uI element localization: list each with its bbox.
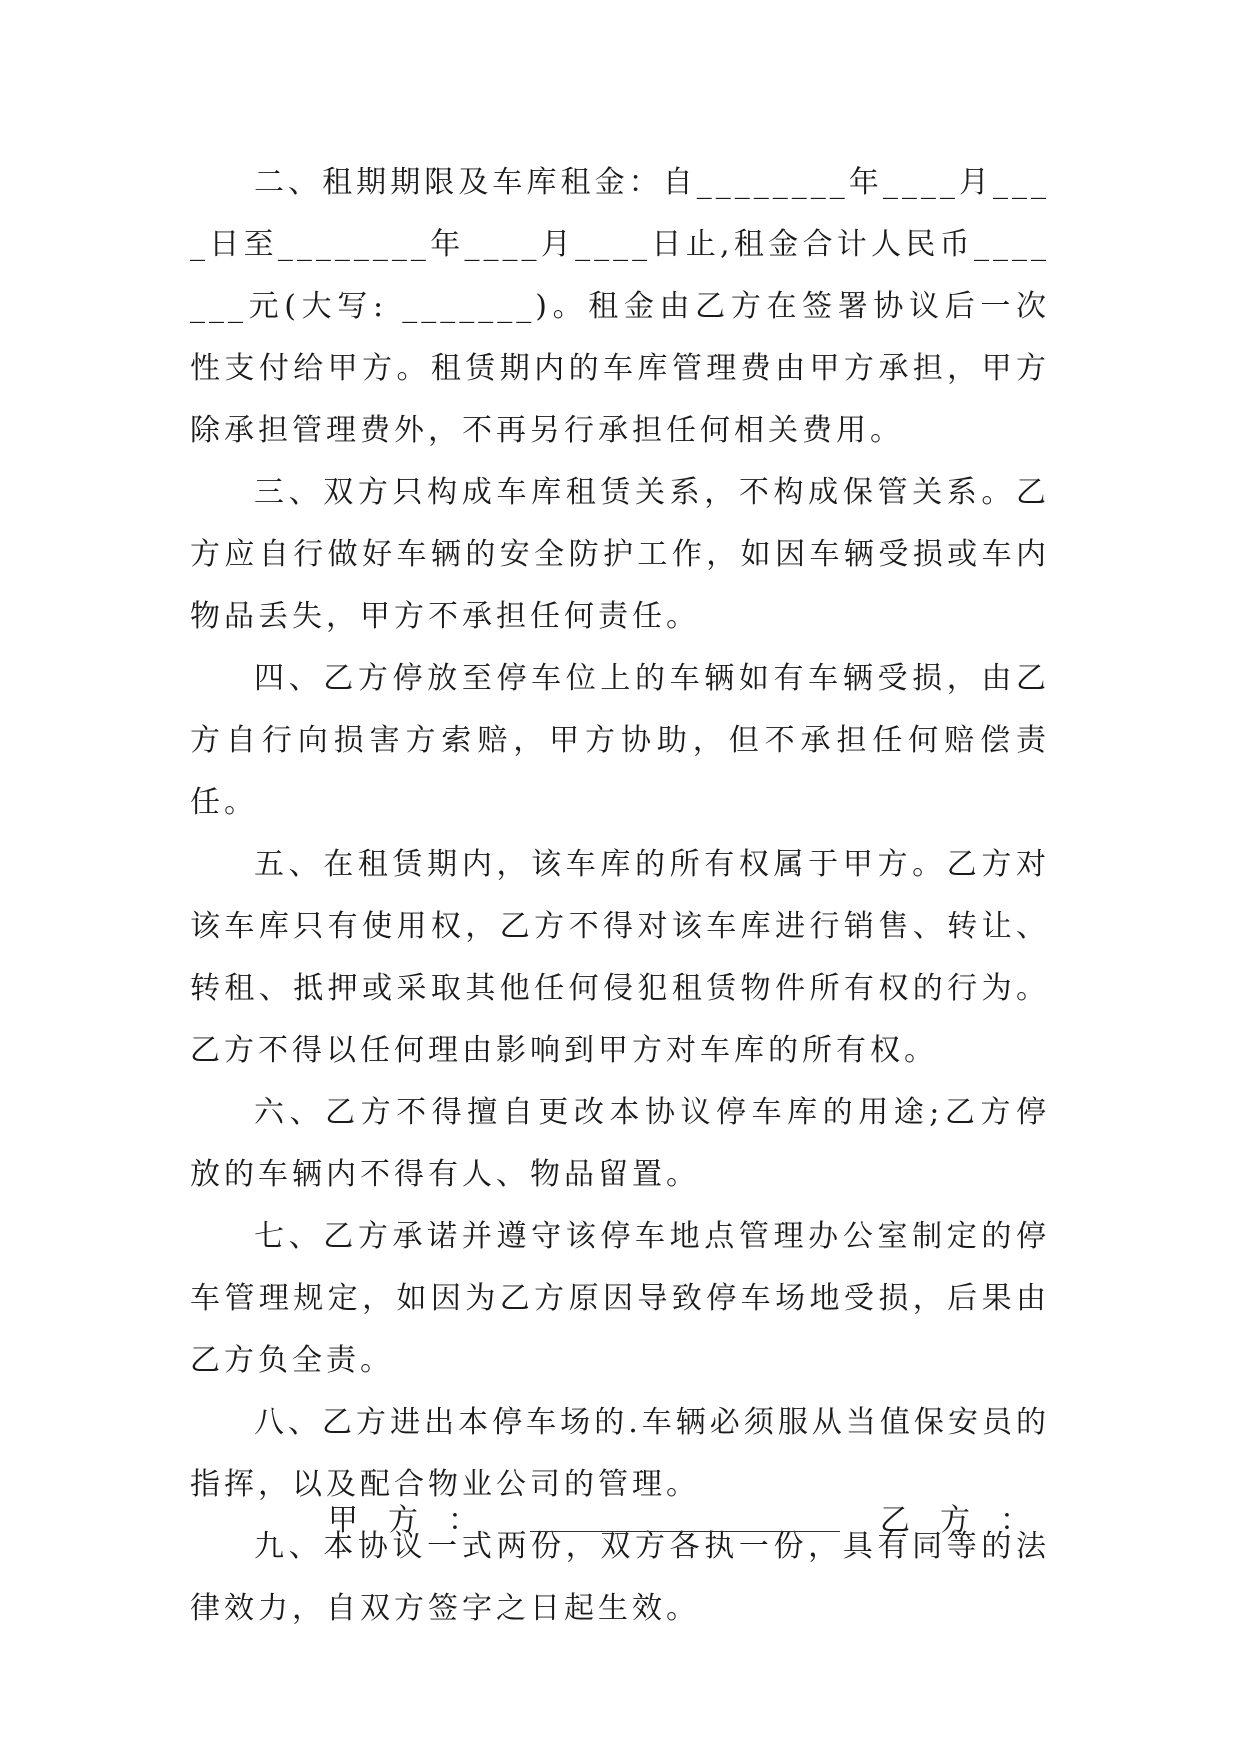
clause-3-relationship: 三、双方只构成车库租赁关系，不构成保管关系。乙方应自行做好车辆的安全防护工作，如因车辆受损或车内物品丢失，甲方不承担任何责任。 xyxy=(190,475,1050,634)
clause-5-ownership: 五、在租赁期内，该车库的所有权属于甲方。乙方对该车库只有使用权，乙方不得对该车库进行销售、转让、转租、抵押或采取其他任何侵犯租赁物件所有权的行为。乙方不得以任何理由影响到甲方对车库的所有权。 xyxy=(190,847,1050,1068)
party-a-label: 甲方： xyxy=(328,1503,508,1538)
clause-9-copies: 九、本协议一式两份，双方各执一份，具有同等的法律效力，自双方签字之日起生效。 xyxy=(190,1529,1050,1626)
clause-6-usage: 六、乙方不得擅自更改本协议停车库的用途;乙方停放的车辆内不得有人、物品留置。 xyxy=(190,1095,1050,1192)
clause-7-regulations: 七、乙方承诺并遵守该停车地点管理办公室制定的停车管理规定，如因为乙方原因导致停车场地受损，后果由乙方负全责。 xyxy=(190,1219,1050,1378)
party-a-signature-line xyxy=(530,1531,840,1532)
party-b-label: 乙方： xyxy=(880,1503,1060,1538)
clause-4-damage-claims: 四、乙方停放至停车位上的车辆如有车辆受损，由乙方自行向损害方索赔，甲方协助，但不承担任何赔偿责任。 xyxy=(190,661,1050,820)
signature-row xyxy=(0,1490,1241,1552)
document-body xyxy=(190,152,1050,1640)
clause-2-rent-term: 二、租期期限及车库租金：自________年____月____日至________年____月____日止,租金合计人民币_______元(大写: _______)。租金由乙方在签署协议后一次性支付给甲方。租赁期内的车库管理费由甲方承担，甲方除承担管理费外，不再另行承担任何相关费用。 xyxy=(190,165,1050,448)
clause-8-security: 八、乙方进出本停车场的.车辆必须服从当值保安员的指挥，以及配合物业公司的管理。 xyxy=(190,1405,1050,1502)
